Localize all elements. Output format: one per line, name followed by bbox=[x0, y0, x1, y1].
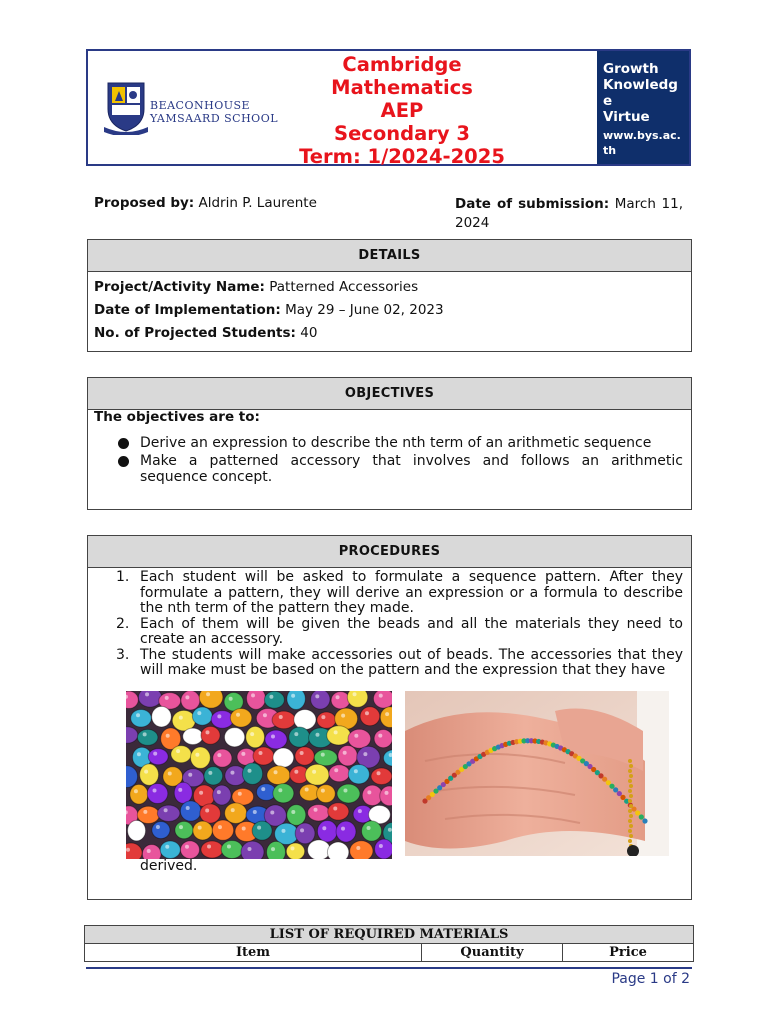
motto-panel bbox=[597, 51, 689, 164]
step-number: 3. bbox=[116, 646, 130, 663]
detail-row-projected-students bbox=[94, 322, 691, 345]
proposed-by-value: Aldrin P. Laurente bbox=[198, 195, 317, 211]
procedure-step bbox=[88, 648, 691, 679]
step-text: The students will make accessories out of beads. The accessories that they will make must be based on the pattern and the expression that they have bbox=[140, 646, 683, 678]
objectives-heading: OBJECTIVES bbox=[88, 378, 691, 410]
objectives-list bbox=[88, 435, 691, 485]
detail-row-project-name bbox=[94, 276, 691, 299]
detail-label: No. of Projected Students: bbox=[94, 325, 296, 341]
bracelet-photo bbox=[405, 691, 669, 856]
column-header-quantity: Quantity bbox=[422, 944, 563, 962]
detail-label: Project/Activity Name: bbox=[94, 279, 265, 295]
proposed-by bbox=[94, 195, 317, 211]
procedure-continued-text: derived. bbox=[140, 858, 198, 874]
proposed-by-label: Proposed by: bbox=[94, 195, 195, 211]
detail-value: Patterned Accessories bbox=[269, 279, 419, 295]
bullet-icon bbox=[118, 438, 129, 449]
procedures-list bbox=[88, 570, 691, 679]
school-crest-icon bbox=[102, 79, 150, 135]
school-name-line-1: BEACONHOUSE bbox=[150, 99, 251, 112]
footer-divider bbox=[86, 967, 692, 969]
column-header-price: Price bbox=[563, 944, 694, 962]
step-text: Each of them will be given the beads and all the materials they need to create an accessory. bbox=[140, 615, 683, 647]
title-line-level: Secondary 3 bbox=[334, 122, 470, 145]
column-header-item: Item bbox=[85, 944, 422, 962]
procedure-step bbox=[88, 570, 691, 617]
page-number: Page 1 of 2 bbox=[611, 971, 690, 987]
submission-date bbox=[455, 195, 683, 233]
school-logo bbox=[88, 51, 288, 164]
step-number: 2. bbox=[116, 615, 130, 632]
details-section bbox=[87, 239, 692, 352]
motto-virtue: Virtue bbox=[603, 109, 650, 125]
beads-photo bbox=[126, 691, 392, 859]
title-line-program: AEP bbox=[380, 99, 424, 122]
detail-row-implementation-date bbox=[94, 299, 691, 322]
motto-growth: Growth bbox=[603, 61, 659, 77]
submission-date-label: Date of submission: bbox=[455, 196, 610, 212]
step-text: Each student will be asked to formulate a sequence pattern. After they formulate a pattern, they will derive an expression or a formula to describe the nth term of the pattern they made. bbox=[140, 569, 683, 616]
detail-value: 40 bbox=[300, 325, 318, 341]
details-heading: DETAILS bbox=[88, 240, 691, 272]
school-name-line-2: YAMSAARD SCHOOL bbox=[150, 112, 279, 125]
bullet-icon bbox=[118, 456, 129, 467]
objective-text: Derive an expression to describe the nth term of an arithmetic sequence bbox=[140, 435, 652, 451]
detail-label: Date of Implementation: bbox=[94, 302, 281, 318]
objective-item bbox=[88, 435, 691, 451]
document-header bbox=[86, 49, 691, 166]
submission-date-value: March 11, 2024 bbox=[455, 196, 683, 231]
procedures-heading: PROCEDURES bbox=[88, 536, 691, 568]
title-line-subject: Cambridge bbox=[342, 53, 462, 76]
school-name bbox=[150, 99, 278, 125]
motto-knowledge: Knowledge bbox=[603, 77, 678, 109]
objectives-section bbox=[87, 377, 692, 510]
document-title bbox=[263, 53, 541, 168]
title-line-term: Term: 1/2024-2025 bbox=[299, 145, 505, 168]
objective-item bbox=[88, 453, 691, 485]
detail-value: May 29 – June 02, 2023 bbox=[285, 302, 444, 318]
procedures-section bbox=[87, 535, 692, 900]
website-link[interactable]: www.bys.ac.th bbox=[603, 129, 681, 157]
title-line-course: Mathematics bbox=[331, 76, 473, 99]
materials-heading: LIST OF REQUIRED MATERIALS bbox=[85, 926, 694, 944]
procedure-step bbox=[88, 617, 691, 648]
step-number: 1. bbox=[116, 569, 130, 585]
materials-table bbox=[84, 925, 694, 962]
objectives-intro: The objectives are to: bbox=[94, 409, 260, 425]
objective-text: Make a patterned accessory that involves and follows an arithmetic sequence concept. bbox=[140, 453, 683, 485]
